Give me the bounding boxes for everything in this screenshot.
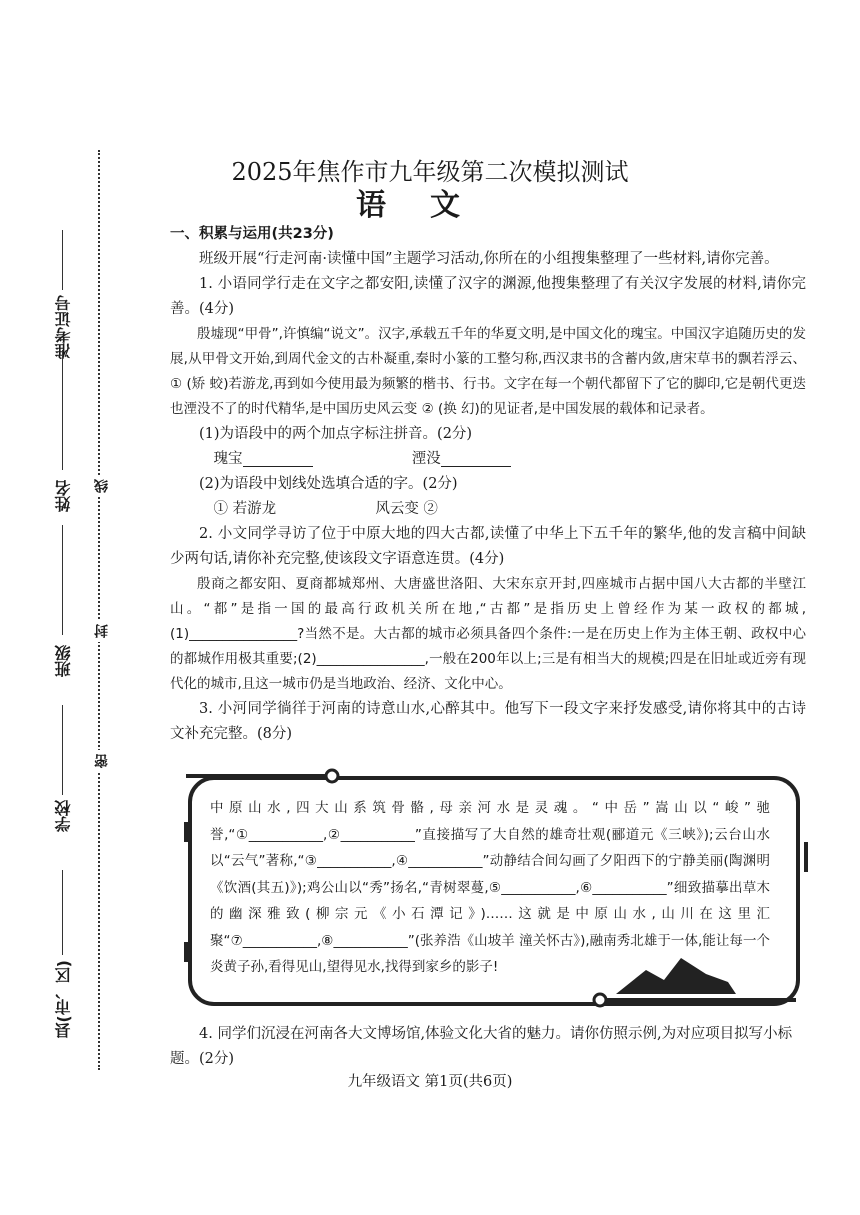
binding-margin (0, 150, 120, 1070)
question-1-stem: 1. 小语同学行走在文字之都安阳,读懂了汉字的渊源,他搜集整理了有关汉字发展的材料,请你完善。(4分) (170, 276, 806, 317)
binding-dotted-line (98, 150, 100, 1070)
label-name: 姓名 (54, 480, 73, 512)
class-line[interactable] (62, 525, 63, 635)
exam-content (170, 222, 806, 747)
label-school: 学校 (54, 800, 73, 832)
question-1-passage: 殷墟现“甲骨”,许慎编“说文”。汉字,承载五千年的华夏文明,是中国文化的瑰宝。中国汉字追随历史的发展,从甲骨文开始,到周代金文的古朴凝重,秦时小篆的工整匀称,西汉隶书的含蓄内敛,唐宋草书的飘若浮云、 ① (矫 蛟)若游龙,再到如今使用最为频繁的楷书、行书。文字在每一个朝代都留下了它的脚印,它是朝代更迭也湮没不了的时代精华,是中国历史风云变 ② (换 幻)的见证者,是中国发展的载体和记录者。 (170, 326, 806, 417)
choice-blank-2[interactable]: 风云变 ② (375, 501, 438, 517)
question-2-passage: 殷商之都安阳、夏商都城郑州、大唐盛世洛阳、大宋东京开封,四座城市占据中国八大古都的半壁江山。“都”是指一国的最高行政机关所在地,“古都”是指历史上曾经作为某一政权的都城,(1)________________?当然不是。大古都的城市必须具备四个条件:一是在历史上作为主体王朝、政权中心的都城作用极其重要;(2)________________,一般在200年以上;三是有相当大的规模;四是在旧址或近旁有现代化的城市,且这一城市仍是当地政治、经济、文化中心。 (170, 576, 806, 692)
section-intro: 班级开展“行走河南·读懂中国”主题学习活动,你所在的小组搜集整理了一些材料,请你完善。 (199, 251, 779, 267)
label-class: 班级 (54, 645, 73, 677)
question-1-sub2: (2)为语段中划线处选填合适的字。(2分) (199, 476, 458, 492)
question-1-sub2-answers (170, 497, 806, 522)
label-exam-number: 准考证号 (54, 295, 73, 359)
exam-title: 2025年焦作市九年级第二次模拟测试 (231, 158, 629, 186)
label-county: 县(市、区) (54, 960, 73, 1039)
seal-char-secret: 密 (92, 750, 112, 772)
seal-char-seal: 封 (92, 620, 112, 642)
pinyin-blank-a[interactable] (243, 452, 313, 467)
question-3-stem: 3. 小河同学徜徉于河南的诗意山水,心醉其中。他写下一段文字来抒发感受,请你将其中的古诗文补充完整。(8分) (170, 701, 806, 742)
section-heading: 一、积累与运用(共23分) (170, 226, 334, 242)
county-line[interactable] (62, 870, 63, 955)
seal-char-line: 线 (92, 475, 112, 497)
question-2-stem: 2. 小文同学寻访了位于中原大地的四大古都,读懂了中华上下五千年的繁华,他的发言稿中间缺少两句话,请你补充完整,使该段文字语意连贯。(4分) (170, 526, 806, 567)
name-line[interactable] (62, 350, 63, 470)
page-footer: 九年级语文 第1页(共6页) (347, 1074, 513, 1090)
question-1-sub1: (1)为语段中的两个加点字标注拼音。(2分) (199, 426, 473, 442)
pinyin-label-a: 瑰宝 (213, 451, 243, 467)
question-1-sub1-answers (170, 447, 806, 472)
school-line[interactable] (62, 705, 63, 795)
question-4-stem: 4. 同学们沉浸在河南各大文博场馆,体验文化大省的魅力。请你仿照示例,为对应项目拟写小标题。(2分) (170, 1026, 793, 1067)
pinyin-label-b: 湮没 (411, 451, 441, 467)
pinyin-blank-b[interactable] (441, 452, 511, 467)
choice-blank-1[interactable]: ① 若游龙 (213, 501, 277, 517)
subject-title: 语文 (356, 188, 504, 223)
poetry-passage: 中原山水,四大山系筑骨骼,母亲河水是灵魂。“中岳”嵩山以“峻”驰誉,“①___________,②___________”直接描写了大自然的雄奇壮观(郦道元《三峡》);云台山水以“云气”著称,“③___________,④___________”动静结合间勾画了夕阳西下的宁静美丽(陶渊明《饮酒(其五)》);鸡公山以“秀”扬名,“青树翠蔓,⑤___________,⑥___________”细致描摹出草木的幽深雅致(柳宗元《小石潭记》)……这就是中原山水,山川在这里汇聚“⑦___________,⑧___________”(张养浩《山坡羊 潼关怀古》),融南秀北雄于一体,能让每一个炎黄子孙,看得见山,望得见水,找得到家乡的影子! (210, 800, 770, 975)
exam-number-line[interactable] (62, 230, 63, 290)
